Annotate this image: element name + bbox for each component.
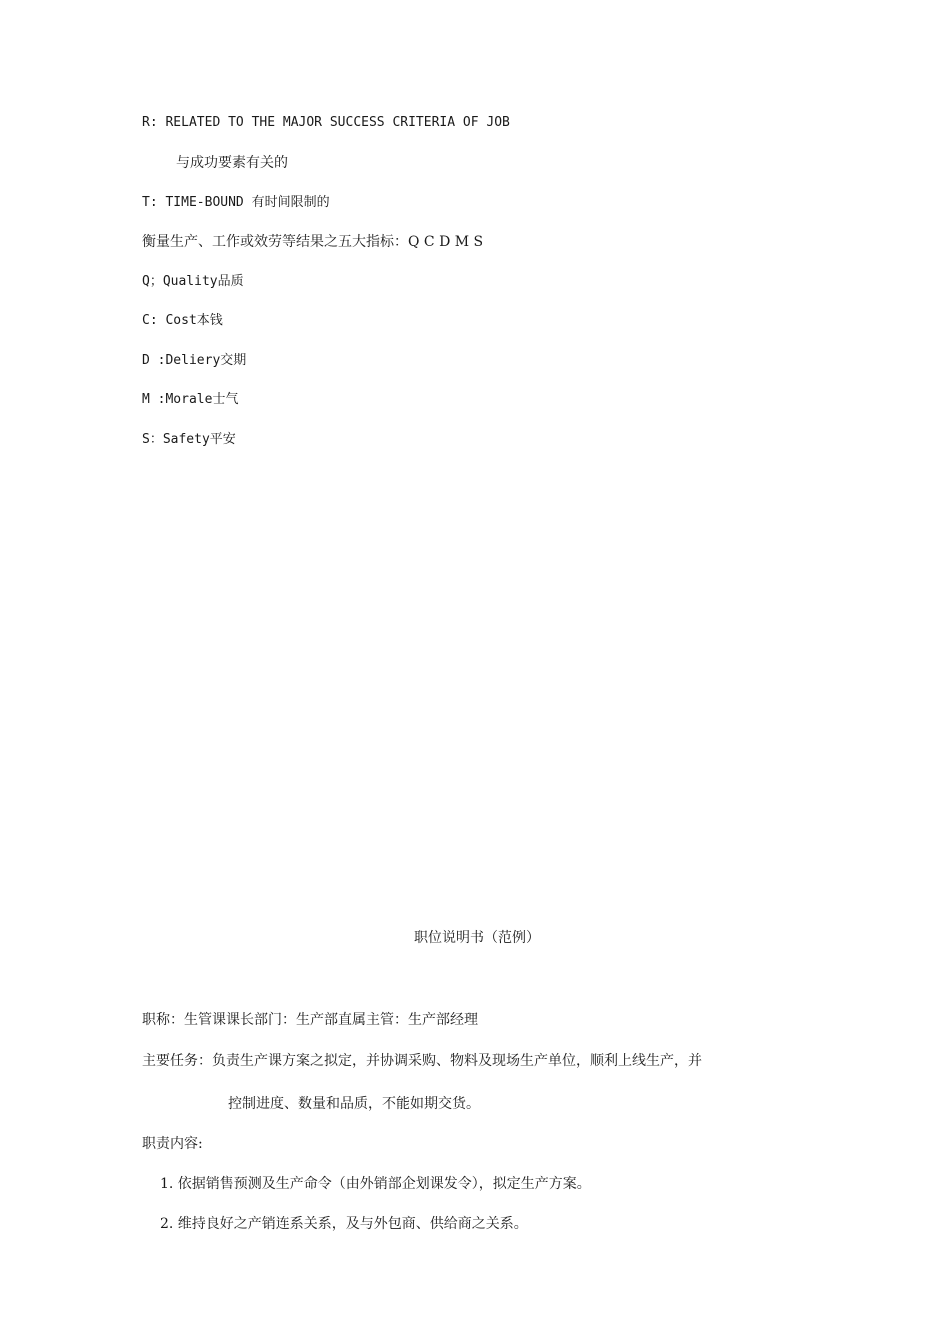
qcdms-heading: 衡量生产、工作或效劳等结果之五大指标：Q C D M S	[142, 234, 484, 250]
c-cost-line: C: Cost本钱	[142, 313, 223, 328]
duty-item: 1. 依据销售预测及生产命令（由外销部企划课发令），拟定生产方案。	[160, 1176, 591, 1192]
document-title	[0, 928, 950, 948]
m-morale-line: M :Morale士气	[142, 392, 239, 407]
q-quality-line: Q；Quality品质	[142, 274, 244, 289]
duty-item: 2. 维持良好之产销连系关系，及与外包商、供给商之关系。	[160, 1216, 528, 1232]
document-title-text: 职位说明书（范例）	[414, 930, 540, 946]
duties-heading: 职责内容:	[142, 1136, 203, 1152]
d-delivery-line: D :Deliery交期	[142, 353, 247, 368]
t-criteria-line: T: TIME-BOUND 有时间限制的	[142, 195, 330, 210]
r-criteria-line: R: RELATED TO THE MAJOR SUCCESS CRITERIA OF JOB	[142, 115, 510, 130]
main-task-line-2: 控制进度、数量和品质，不能如期交货。	[228, 1096, 480, 1112]
s-safety-line: S：Safety平安	[142, 432, 236, 447]
position-info-line: 职称：生管课课长部门：生产部直属主管：生产部经理	[142, 1012, 478, 1028]
main-task-line-1: 主要任务：负责生产课方案之拟定，并协调采购、物料及现场生产单位，顺利上线生产，并	[142, 1053, 702, 1069]
r-criteria-translation: 与成功要素有关的	[176, 155, 288, 171]
